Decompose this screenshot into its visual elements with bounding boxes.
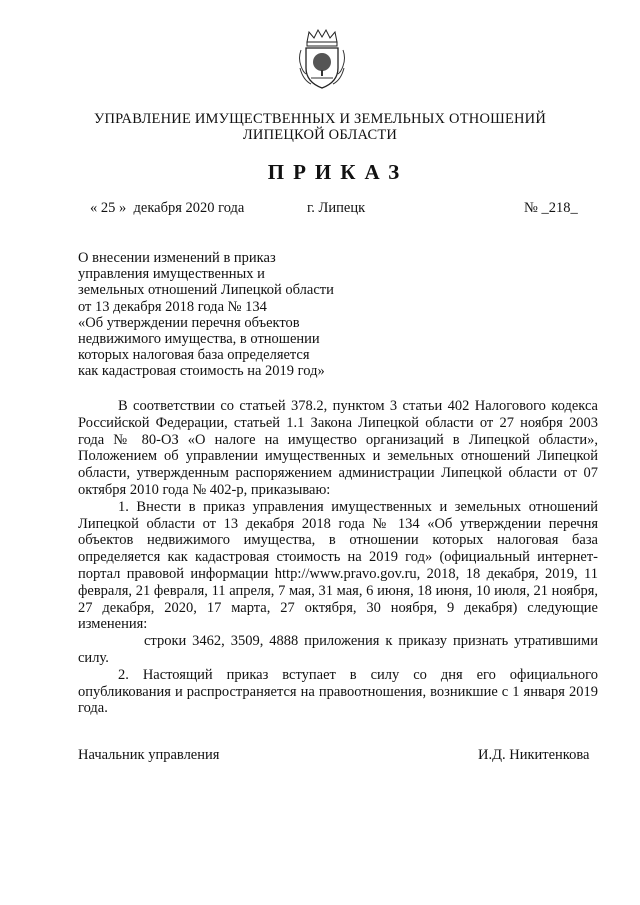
order-date: « 25 » декабря 2020 года [90, 200, 245, 216]
subject-line: от 13 декабря 2018 года № 134 [78, 298, 267, 315]
subject-line: земельных отношений Липецкой области [78, 282, 334, 299]
signature-name: И.Д. Никитенкова [478, 747, 590, 763]
item-1-paragraph: 1. Внести в приказ управления имущественных и земельных отношений Липецкой области от 13 декабря 2018 года № 134 «Об утверждении перечня объектов недвижимого имущества, в отношении которых налоговая база определяется как кадастровая стоимость на 2019 год» (официальный интернет-портал правовой информации http://www.pravo.gov.ru, 2018, 18 декабря, 2019, 11 февраля, 21 февраля, 11 апреля, 7 мая, 31 мая, 6 июня, 18 июня, 10 июля, 21 ноября, 27 декабря, 2020, 17 марта, 27 октября, 30 ноября, 9 декабря) следующие изменения: [78, 498, 598, 633]
document-title: ПРИКАЗ [267, 160, 409, 184]
order-number: № _218_ [524, 200, 578, 216]
subject-line: которых налоговая база определяется [78, 347, 310, 364]
subject-line: О внесении изменений в приказ [78, 250, 276, 266]
org-name-line1: УПРАВЛЕНИЕ ИМУЩЕСТВЕННЫХ И ЗЕМЕЛЬНЫХ ОТНОШЕНИЙ [93, 111, 547, 127]
item-2-paragraph: 2. Настоящий приказ вступает в силу со дня его официального опубликования и распространяется на правоотношения, возникшие с 1 января 2019 года. [78, 666, 598, 717]
item-1-subparagraph: строки 3462, 3509, 4888 приложения к приказу признать утратившими силу. [78, 633, 598, 666]
preamble-paragraph: В соответствии со статьей 378.2, пунктом 3 статьи 402 Налогового кодекса Российской Федерации, статьей 1.1 Закона Липецкой области от 27 ноября 2003 года № 80-ОЗ «О налоге на имущество организаций в Липецкой области», Положением об управлении имущественных и земельных отношений Липецкой области, утвержденным распоряжением администрации Липецкой области от 07 октября 2010 года № 402-р, приказываю: [78, 398, 598, 498]
subject-line: «Об утверждении перечня объектов [78, 314, 300, 331]
subject-line: недвижимого имущества, в отношении [78, 331, 320, 348]
order-subject [78, 250, 334, 380]
subject-line: управления имущественных и [78, 266, 265, 283]
order-city: г. Липецк [307, 200, 366, 216]
org-name-line2: ЛИПЕЦКОЙ ОБЛАСТИ [242, 127, 398, 143]
order-body [78, 398, 598, 717]
signature-position: Начальник управления [78, 747, 220, 763]
subject-line: как кадастровая стоимость на 2019 год» [78, 363, 325, 380]
lipetsk-coat-of-arms-icon [297, 28, 347, 92]
